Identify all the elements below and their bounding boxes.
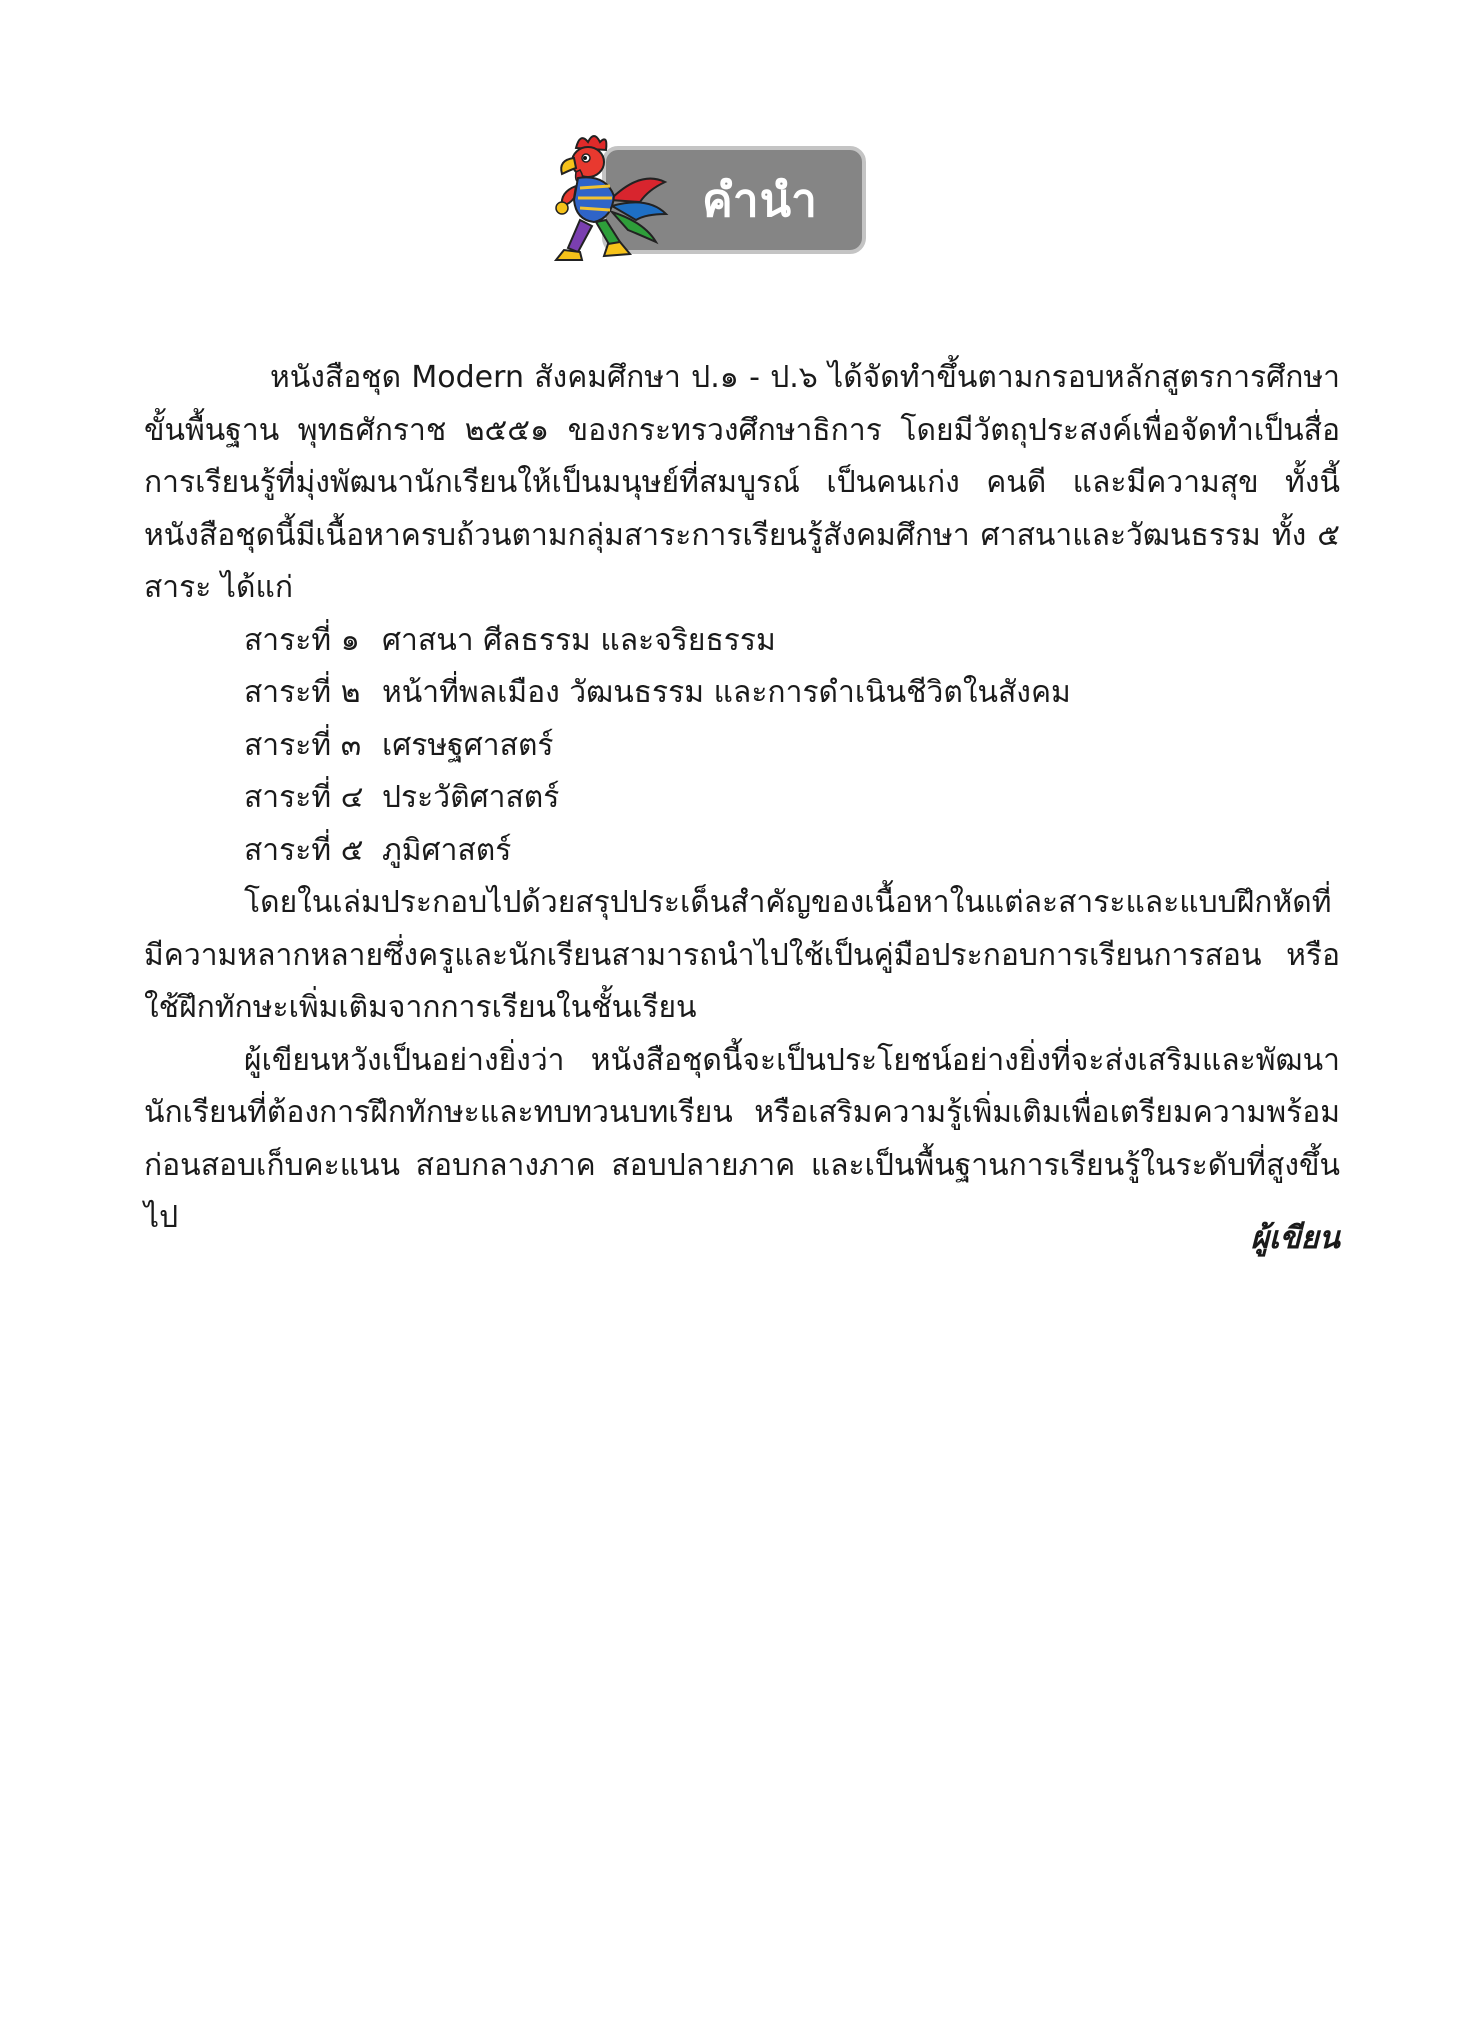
page-header [540, 120, 880, 270]
topic-item [144, 772, 1340, 825]
page-title: คำนำ [702, 172, 818, 227]
rooster-mascot-icon [540, 130, 670, 270]
topic-name: เศรษฐศาสตร์ [382, 727, 554, 763]
topic-item [144, 825, 1340, 878]
topic-number: สาระที่ ๔ [244, 780, 364, 815]
topic-name: ประวัติศาสตร์ [382, 780, 560, 815]
closing-paragraph: ผู้เขียนหวังเป็นอย่างยิ่งว่า หนังสือชุดนี้จะเป็นประโยชน์อย่างยิ่งที่จะส่งเสริมและพัฒนานักเรียนที่ต้องการฝึกทักษะและทบทวนบทเรียน หรือเสริมความรู้เพิ่มเติมเพื่อเตรียมความพร้อมก่อนสอบเก็บคะแนน สอบกลางภาค สอบปลายภาค และเป็นพื้นฐานการเรียนรู้ในระดับที่สูงขึ้นไป [144, 1042, 1340, 1235]
topic-number: สาระที่ ๕ [244, 832, 364, 868]
preface-body [144, 352, 1340, 1245]
topic-item [144, 720, 1340, 773]
topic-number: สาระที่ ๑ [244, 622, 360, 658]
topic-item [144, 667, 1340, 720]
topic-name: หน้าที่พลเมือง วัฒนธรรม และการดำเนินชีวิตในสังคม [382, 675, 1071, 710]
topic-name: ภูมิศาสตร์ [382, 832, 512, 868]
topic-number: สาระที่ ๒ [244, 675, 361, 710]
topic-number: สาระที่ ๓ [244, 727, 362, 763]
intro-paragraph: หนังสือชุด Modern สังคมศึกษา ป.๑ - ป.๖ ได้จัดทำขึ้นตามกรอบหลักสูตรการศึกษาขั้นพื้นฐาน พุทธศักราช ๒๕๕๑ ของกระทรวงศึกษาธิการ โดยมีวัตถุประสงค์เพื่อจัดทำเป็นสื่อการเรียนรู้ที่มุ่งพัฒนานักเรียนให้เป็นมนุษย์ที่สมบูรณ์ เป็นคนเก่ง คนดี และมีความสุข ทั้งนี้หนังสือชุดนี้มีเนื้อหาครบถ้วนตามกลุ่มสาระการเรียนรู้สังคมศึกษา ศาสนาและวัฒนธรรม ทั้ง ๕ สาระ ได้แก่ [144, 360, 1340, 605]
topic-item [144, 615, 1340, 668]
content-paragraph: โดยในเล่มประกอบไปด้วยสรุปประเด็นสำคัญของเนื้อหาในแต่ละสาระและแบบฝึกหัดที่มีความหลากหลายซึ่งครูและนักเรียนสามารถนำไปใช้เป็นคู่มือประกอบการเรียนการสอน หรือใช้ฝึกทักษะเพิ่มเติมจากการเรียนในชั้นเรียน [144, 885, 1340, 1025]
topic-name: ศาสนา ศีลธรรม และจริยธรรม [382, 622, 776, 658]
author-signature: ผู้เขียน [1250, 1220, 1340, 1256]
